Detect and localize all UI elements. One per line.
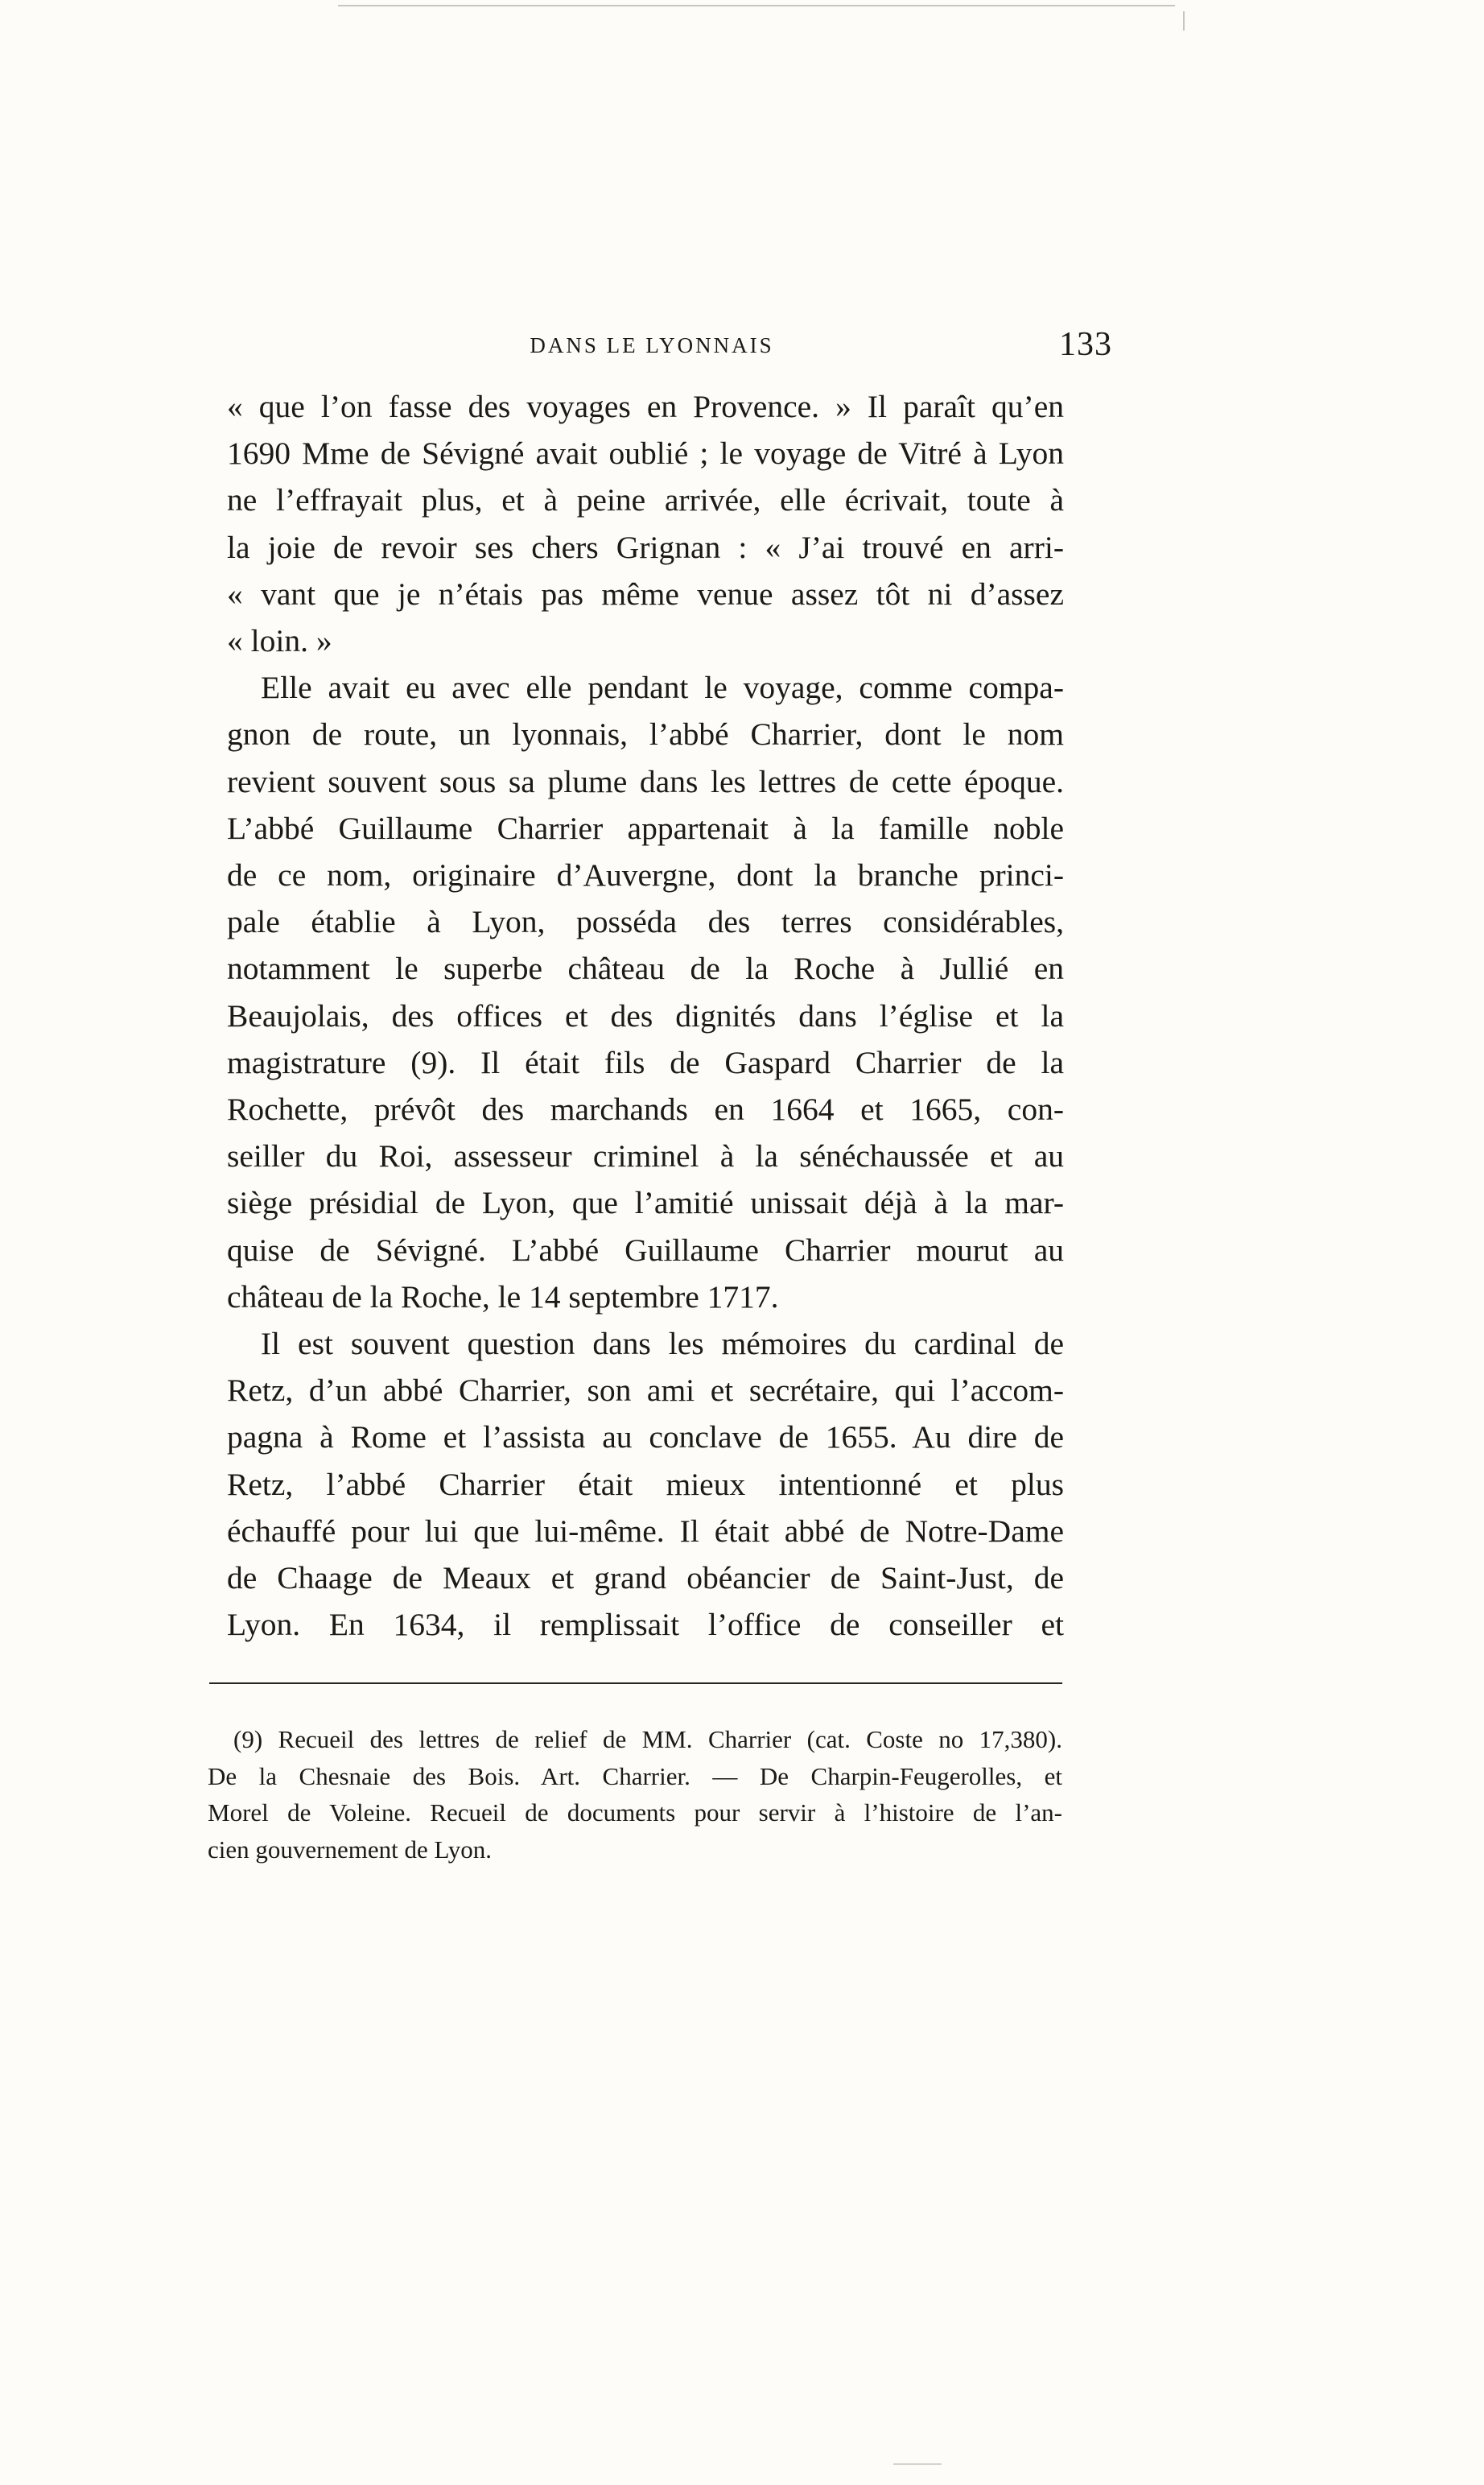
text-line: château de la Roche, le 14 septembre 1717. bbox=[227, 1278, 779, 1315]
text-line: notamment le superbe château de la Roche à Jullié en bbox=[227, 951, 1064, 987]
footnote-line: cien gouvernement de Lyon. bbox=[208, 1835, 492, 1864]
page-number: 133 bbox=[1059, 326, 1112, 363]
text-line: de ce nom, originaire d’Auvergne, dont la branche princi- bbox=[227, 857, 1064, 894]
text-line: revient souvent sous sa plume dans les lettres de cette époque. bbox=[227, 763, 1064, 799]
text-line: la joie de revoir ses chers Grignan : « J’ai trouvé en arri- bbox=[227, 529, 1064, 565]
text-line: 1690 Mme de Sévigné avait oublié ; le voyage de Vitré à Lyon bbox=[227, 435, 1064, 472]
text-line: quise de Sévigné. L’abbé Guillaume Charrier mourut au bbox=[227, 1232, 1064, 1268]
footnotes bbox=[208, 1721, 1062, 1868]
text-line: siège présidial de Lyon, que l’amitié unissait déjà à la mar- bbox=[227, 1185, 1064, 1221]
text-line: pagna à Rome et l’assista au conclave de 1655. Au dire de bbox=[227, 1419, 1064, 1455]
text-line: Lyon. En 1634, il remplissait l’office de conseiller et bbox=[227, 1607, 1064, 1643]
text-line: Retz, d’un abbé Charrier, son ami et secrétaire, qui l’accom- bbox=[227, 1373, 1064, 1409]
text-line: L’abbé Guillaume Charrier appartenait à la famille noble bbox=[227, 810, 1064, 846]
footnote-line: (9) Recueil des lettres de relief de MM. Charrier (cat. Coste no 17,380). bbox=[233, 1725, 1062, 1753]
text-line: pale établie à Lyon, posséda des terres considérables, bbox=[227, 904, 1064, 940]
text-line: « que l’on fasse des voyages en Provence. » Il paraît qu’en bbox=[227, 389, 1064, 424]
scan-edge-mark bbox=[1183, 11, 1185, 31]
scan-edge-mark bbox=[893, 2463, 942, 2465]
footnote-line: Morel de Voleine. Recueil de documents pour servir à l’histoire de l’an- bbox=[208, 1798, 1062, 1827]
text-line: gnon de route, un lyonnais, l’abbé Charrier, dont le nom bbox=[227, 716, 1064, 753]
text-line: « loin. » bbox=[227, 623, 332, 659]
footnote-line: De la Chesnaie des Bois. Art. Charrier. — De Charpin-Feugerolles, et bbox=[208, 1761, 1062, 1790]
text-line: ne l’effrayait plus, et à peine arrivée, elle écrivait, toute à bbox=[227, 482, 1064, 518]
text-line: de Chaage de Meaux et grand obéancier de Saint-Just, de bbox=[227, 1560, 1064, 1596]
text-line: Retz, l’abbé Charrier était mieux intentionné et plus bbox=[227, 1466, 1064, 1502]
text-line: Rochette, prévôt des marchands en 1664 et 1665, con- bbox=[227, 1092, 1064, 1128]
text-line: seiller du Roi, assesseur criminel à la sénéchaussée et au bbox=[227, 1138, 1064, 1174]
running-title: DANS LE LYONNAIS bbox=[530, 333, 774, 357]
scan-edge-mark bbox=[338, 5, 1175, 6]
footnote-divider bbox=[209, 1682, 1062, 1684]
running-head bbox=[209, 325, 1112, 374]
text-line: échauffé pour lui que lui-même. Il était abbé de Notre-Dame bbox=[227, 1513, 1064, 1549]
text-line: Elle avait eu avec elle pendant le voyage, comme compa- bbox=[261, 670, 1064, 706]
text-line: magistrature (9). Il était fils de Gaspard Charrier de la bbox=[227, 1044, 1064, 1080]
text-line: « vant que je n’étais pas même venue assez tôt ni d’assez bbox=[227, 576, 1064, 612]
text-line: Il est souvent question dans les mémoires du cardinal de bbox=[261, 1326, 1064, 1362]
text-line: Beaujolais, des offices et des dignités dans l’église et la bbox=[227, 997, 1064, 1034]
body-text bbox=[227, 383, 1064, 1648]
